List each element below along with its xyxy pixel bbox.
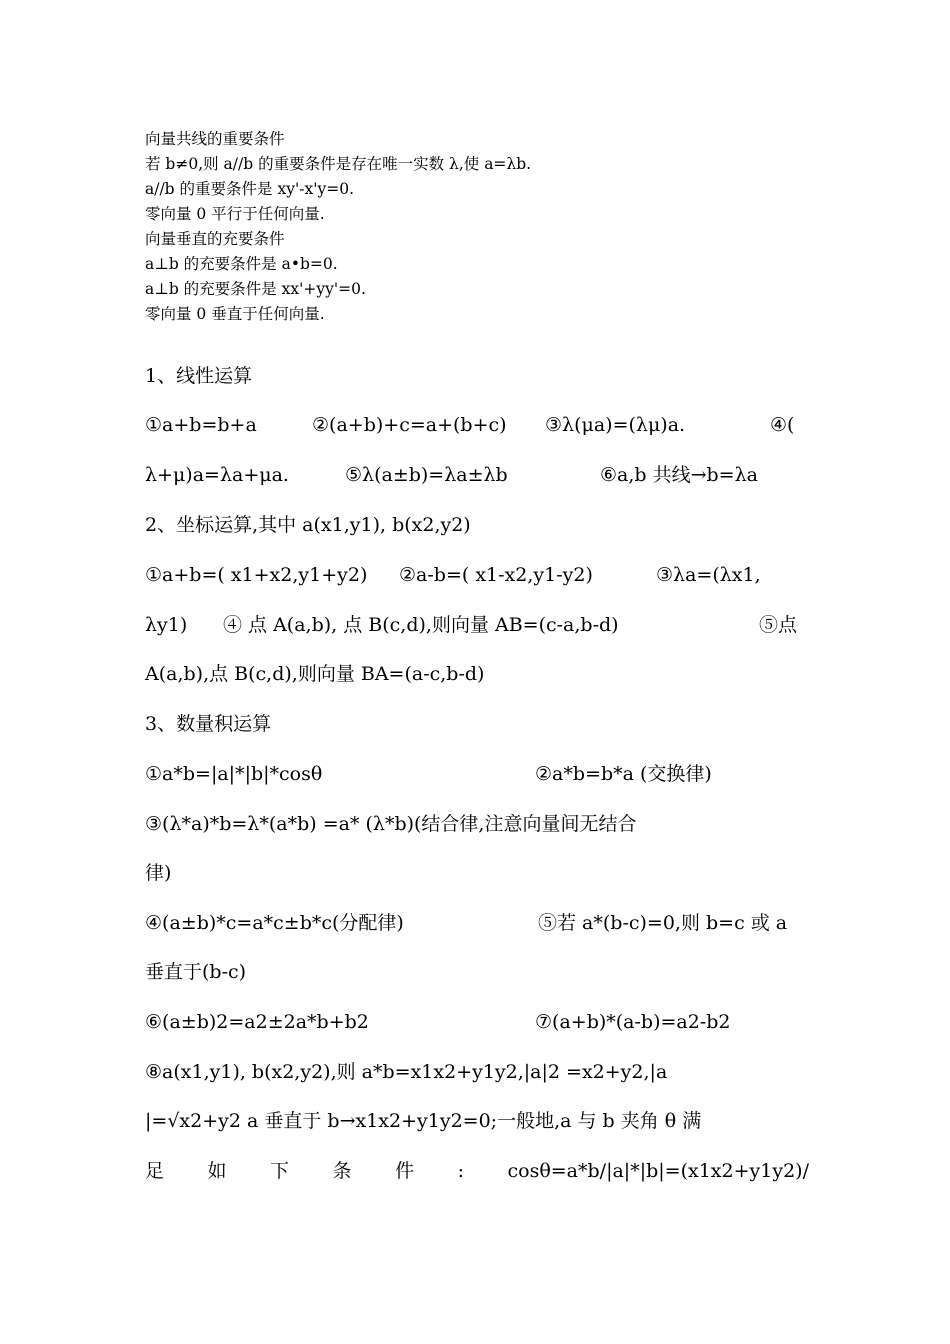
formula: λy1) (145, 614, 188, 636)
intro-line-3: a//b 的重要条件是 xy'-x'y=0. (145, 180, 354, 198)
formula: ①a*b=|a|*|b|*cosθ (145, 763, 323, 785)
section-2-line-3: A(a,b),点 B(c,d),则向量 BA=(a-c,b-d) (145, 663, 485, 685)
formula: ⑥(a±b)2=a2±2a*b+b2 (145, 1011, 369, 1033)
section-3-line-2: ③(λ*a)*b=λ*(a*b) =a* (λ*b)(结合律,注意向量间无结合 (145, 813, 637, 835)
formula: ③λ(μa)=(λμ)a. (545, 414, 686, 436)
intro-line-2: 若 b≠0,则 a//b 的重要条件是存在唯一实数 λ,使 a=λb. (145, 155, 532, 173)
section-2-heading: 2、坐标运算,其中 a(x1,y1), b(x2,y2) (145, 514, 471, 536)
char: 条 (332, 1160, 352, 1182)
section-3-heading: 3、数量积运算 (145, 713, 272, 735)
formula: ④ 点 A(a,b), 点 B(c,d),则向量 AB=(c-a,b-d) (223, 614, 619, 636)
intro-line-1: 向量共线的重要条件 (145, 130, 285, 148)
formula: ③λa=(λx1, (656, 564, 761, 586)
char: 下 (270, 1160, 290, 1182)
formula: ⑤λ(a±b)=λa±λb (345, 464, 508, 486)
section-3-line-7: ⑧a(x1,y1), b(x2,y2),则 a*b=x1x2+y1y2,|a|2 =x2+y2,|a (145, 1061, 668, 1083)
intro-line-6: a⊥b 的充要条件是 a•b=0. (145, 255, 338, 273)
formula: ①a+b=( x1+x2,y1+y2) (145, 564, 368, 586)
intro-line-5: 向量垂直的充要条件 (145, 230, 285, 248)
intro-line-7: a⊥b 的充要条件是 xx'+yy'=0. (145, 280, 366, 298)
formula: ①a+b=b+a (145, 414, 257, 436)
formula: ②a-b=( x1-x2,y1-y2) (399, 564, 593, 586)
formula: ②(a+b)+c=a+(b+c) (312, 414, 507, 436)
formula: cosθ=a*b/|a|*|b|=(x1x2+y1y2)/ (507, 1160, 809, 1182)
formula: ⑦(a+b)*(a-b)=a2-b2 (535, 1011, 731, 1033)
formula: λ+μ)a=λa+μa. (145, 464, 289, 486)
char: : (457, 1160, 464, 1182)
formula: ②a*b=b*a (交换律) (535, 763, 712, 785)
intro-line-4: 零向量 0 平行于任何向量. (145, 205, 325, 223)
formula: ⑤点 (759, 614, 798, 636)
section-3-line-5: 垂直于(b-c) (145, 961, 247, 983)
char: 如 (207, 1160, 227, 1182)
formula: ④(a±b)*c=a*c±b*c(分配律) (145, 912, 404, 934)
intro-line-8: 零向量 0 垂直于任何向量. (145, 305, 325, 323)
section-3-line-8: |=√x2+y2 a 垂直于 b→x1x2+y1y2=0;一般地,a 与 b 夹角 θ 满 (145, 1110, 702, 1132)
formula: ⑤若 a*(b-c)=0,则 b=c 或 a (538, 912, 788, 934)
formula: ⑥a,b 共线→b=λa (600, 464, 758, 486)
section-3-line-3: 律) (145, 862, 172, 884)
section-1-heading: 1、线性运算 (145, 365, 253, 387)
section-3-line-9 (145, 1158, 809, 1184)
formula: ④( (770, 414, 795, 436)
char: 足 (145, 1160, 165, 1182)
char: 件 (395, 1160, 415, 1182)
